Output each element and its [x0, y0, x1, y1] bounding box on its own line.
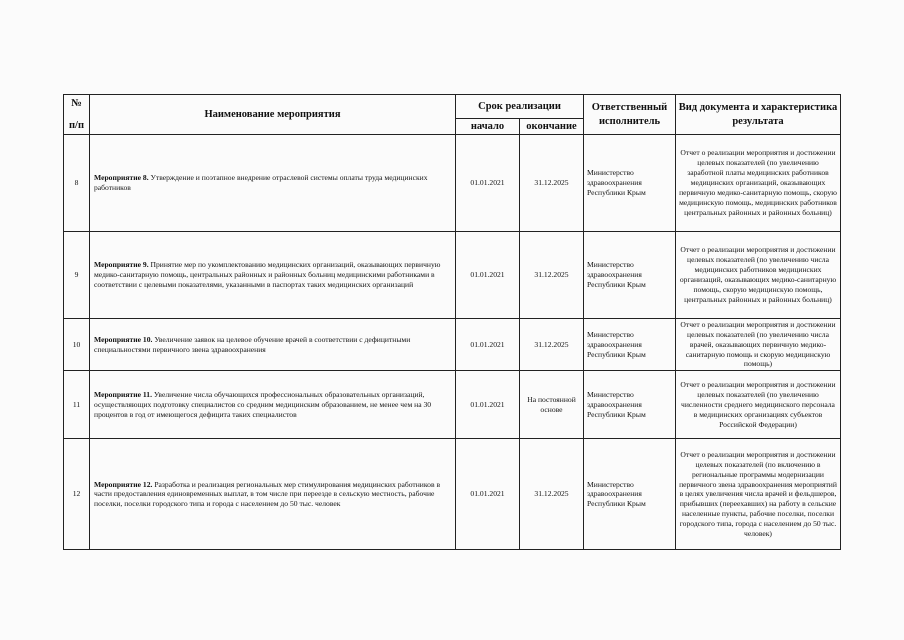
- measure-text: Утверждение и поэтапное внедрение отраслевой системы оплаты труда медицинских работников: [94, 173, 428, 192]
- measure-description: [90, 371, 456, 439]
- result-description: Отчет о реализации мероприятия и достижении целевых показателей (по увеличению числа врачей, оказывающих первичную медико-санитарную помощь и скорую медицинскую помощь): [676, 319, 841, 371]
- start-date: 01.01.2021: [456, 439, 520, 550]
- header-num-label: п/п: [68, 119, 85, 131]
- table-row: [64, 371, 841, 439]
- table-row: [64, 135, 841, 232]
- row-number: 10: [64, 319, 90, 371]
- measure-description: [90, 135, 456, 232]
- row-number: 12: [64, 439, 90, 550]
- table-row: [64, 319, 841, 371]
- responsible-executor: Министерство здравоохранения Республики Крым: [584, 371, 676, 439]
- table-row: [64, 232, 841, 319]
- start-date: 01.01.2021: [456, 232, 520, 319]
- measure-title: Мероприятие 10.: [94, 334, 153, 344]
- header-end: окончание: [520, 119, 584, 135]
- header-name: Наименование мероприятия: [90, 95, 456, 135]
- end-date: 31.12.2025: [520, 232, 584, 319]
- measure-title: Мероприятие 11.: [94, 390, 152, 399]
- result-description: Отчет о реализации мероприятия и достижении целевых показателей (по включению в региональные программы модернизации первичного звена здравоохранения мероприятий в целях увеличения числа врачей и фельдшеров, прибывших (переехавших) на работу в сельские населенные пункты, рабочие поселки, поселки городского типа, города с населением до 50 тыс. человек): [676, 439, 841, 550]
- start-date: 01.01.2021: [456, 371, 520, 439]
- header-start: начало: [456, 119, 520, 135]
- header-result: Вид документа и характеристика результата: [676, 95, 841, 135]
- result-description: Отчет о реализации мероприятия и достижении целевых показателей (по увеличению числа медицинских работников медицинских организаций, оказывающих медико-санитарную помощь, скорую медицинскую помощь, центральных районных и районных больниц): [676, 232, 841, 319]
- table-row: [64, 439, 841, 550]
- result-description: Отчет о реализации мероприятия и достижении целевых показателей (по увеличению численности среднего медицинского персонала в медицинских организациях субъектов Российской Федерации): [676, 371, 841, 439]
- start-date: 01.01.2021: [456, 319, 520, 371]
- end-date: 31.12.2025: [520, 319, 584, 371]
- header-num-symbol: №: [71, 98, 82, 110]
- measure-description: [90, 232, 456, 319]
- measure-title: Мероприятие 12.: [94, 479, 153, 489]
- measure-title: Мероприятие 9.: [94, 260, 149, 270]
- header-num: [64, 95, 90, 135]
- measure-text: Увеличение числа обучающихся профессиональных образовательных организаций, осуществляющих подготовку специалистов со средним медицинским образованием, не менее чем на 30 процентов в год от имеющегося дефицита таких специалистов: [94, 390, 432, 419]
- result-description: Отчет о реализации мероприятия и достижении целевых показателей (по увеличению заработной платы медицинских работников медицинских организаций, оказывающих первичную медико-санитарную помощь, скорую медицинскую помощь, медицинских работников центральных районных и районных больниц): [676, 135, 841, 232]
- end-date: 31.12.2025: [520, 135, 584, 232]
- row-number: 8: [64, 135, 90, 232]
- measure-description: [90, 439, 456, 550]
- row-number: 9: [64, 232, 90, 319]
- responsible-executor: Министерство здравоохранения Республики Крым: [584, 439, 676, 550]
- header-responsible: Ответственный исполнитель: [584, 95, 676, 135]
- measure-text: Принятие мер по укомплектованию медицинских организаций, оказывающих первичную медико-санитарную помощь, центральных районных и районных больниц медицинскими работниками в соответствии с целевыми показателями, указанными в паспортах таких медицинских организаций: [94, 260, 441, 289]
- measure-description: [90, 319, 456, 371]
- measure-title: Мероприятие 8.: [94, 173, 149, 183]
- end-date: На постоянной основе: [520, 371, 584, 439]
- responsible-executor: Министерство здравоохранения Республики Крым: [584, 232, 676, 319]
- measure-text: Разработка и реализация региональных мер стимулирования медицинских работников в части предоставления единовременных выплат, в том числе при переезде в сельскую местность, рабочие поселки, поселки городского типа и города с населением до 50 тыс. человек: [94, 479, 441, 509]
- start-date: 01.01.2021: [456, 135, 520, 232]
- responsible-executor: Министерство здравоохранения Республики Крым: [584, 135, 676, 232]
- header-period: Срок реализации: [456, 95, 584, 119]
- end-date: 31.12.2025: [520, 439, 584, 550]
- measures-table: [63, 94, 841, 550]
- responsible-executor: Министерство здравоохранения Республики Крым: [584, 319, 676, 371]
- row-number: 11: [64, 371, 90, 439]
- measure-text: Увеличение заявок на целевое обучение врачей в соответствии с дефицитными специальностями первичного звена здравоохранения: [94, 334, 411, 354]
